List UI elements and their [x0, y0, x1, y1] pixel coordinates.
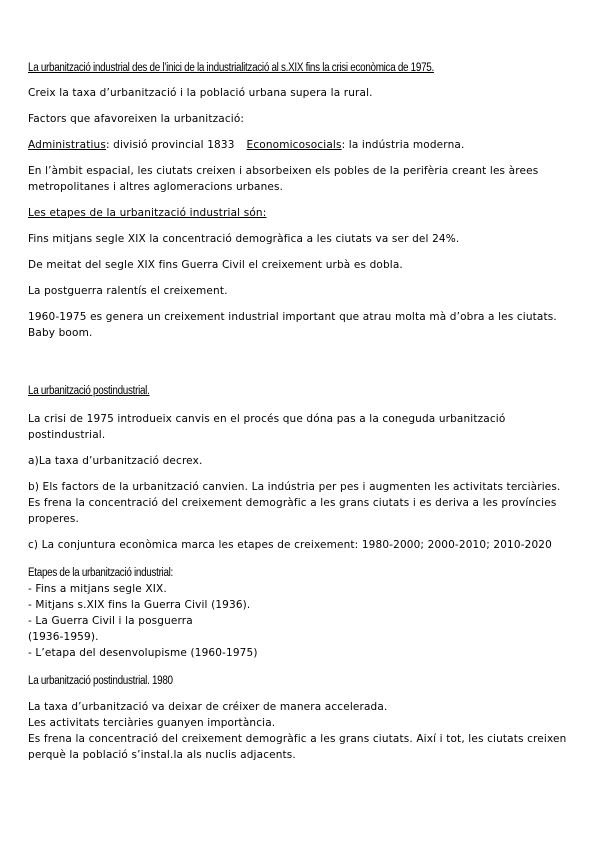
section-heading-postindustrial: La urbanització postindustrial.: [28, 385, 150, 397]
subheading-stages: Les etapes de la urbanització industrial són:: [28, 207, 267, 219]
document-body: [28, 60, 576, 763]
list-item: - L’etapa del desenvolupisme (1960-1975): [28, 647, 258, 659]
factor-administrative-label: Administratius: [28, 139, 106, 151]
paragraph-spatial: En l’àmbit espacial, les ciutats creixen i absorbeixen els pobles de la perifèria creant les àrees metropolitanes i altres aglomeracions urbanes.: [28, 165, 539, 193]
list-item: (1936-1959).: [28, 631, 99, 643]
factor-economic-label: Economicosocials: [246, 139, 342, 151]
stages-list: [28, 581, 576, 661]
text-line: La taxa d’urbanització va deixar de créixer de manera accelerada.: [28, 701, 388, 713]
section-heading-postindustrial-1980: La urbanització postindustrial. 1980: [28, 675, 173, 687]
paragraph-stage-3: La postguerra ralentís el creixement.: [28, 285, 228, 297]
list-item: - Fins a mitjans segle XIX.: [28, 583, 167, 595]
paragraph-factors-intro: Factors que afavoreixen la urbanització:: [28, 113, 245, 125]
paragraph-factors: [28, 137, 576, 153]
paragraph-item-b: b) Els factors de la urbanització canvien. La indústria per pes i augmenten les activitats terciàries. Es frena la concentració del creixement demogràfic a les grans ciutats i es deriva a les províncies properes.: [28, 481, 561, 525]
section-heading-stages: Etapes de la urbanització industrial:: [28, 567, 174, 579]
paragraph-item-c: c) La conjuntura econòmica marca les etapes de creixement: 1980-2000; 2000-2010; 2010-2020: [28, 539, 552, 551]
text-line: Es frena la concentració del creixement demogràfic a les grans ciutats. Així i tot, les ciutats creixen perquè la població s’instal.la als nuclis adjacents.: [28, 733, 567, 761]
paragraph-stage-2: De meitat del segle XIX fins Guerra Civil el creixement urbà es dobla.: [28, 259, 403, 271]
list-item: - Mitjans s.XIX fins la Guerra Civil (1936).: [28, 599, 251, 611]
paragraph-stage-4: 1960-1975 es genera un creixement industrial important que atrau molta mà d’obra a les ciutats. Baby boom.: [28, 311, 557, 339]
paragraph-stage-1: Fins mitjans segle XIX la concentració demogràfica a les ciutats va ser del 24%.: [28, 233, 460, 245]
section-heading-industrial-urbanization: La urbanització industrial des de l’inici de la industrialització al s.XIX fins la crisi econòmica de 1975.: [28, 62, 434, 74]
paragraph-urban-rate: Creix la taxa d’urbanització i la població urbana supera la rural.: [28, 87, 373, 99]
postindustrial-1980-block: [28, 699, 576, 763]
paragraph-item-a: a)La taxa d’urbanització decrex.: [28, 455, 203, 467]
factor-economic-text: : la indústria moderna.: [341, 139, 465, 151]
list-item: - La Guerra Civil i la posguerra: [28, 615, 193, 627]
text-line: Les activitats terciàries guanyen importància.: [28, 717, 276, 729]
factor-administrative-text: : divisió provincial 1833: [105, 139, 235, 151]
paragraph-crisis-1975: La crisi de 1975 introdueix canvis en el procés que dóna pas a la coneguda urbanització postindustrial.: [28, 413, 506, 441]
